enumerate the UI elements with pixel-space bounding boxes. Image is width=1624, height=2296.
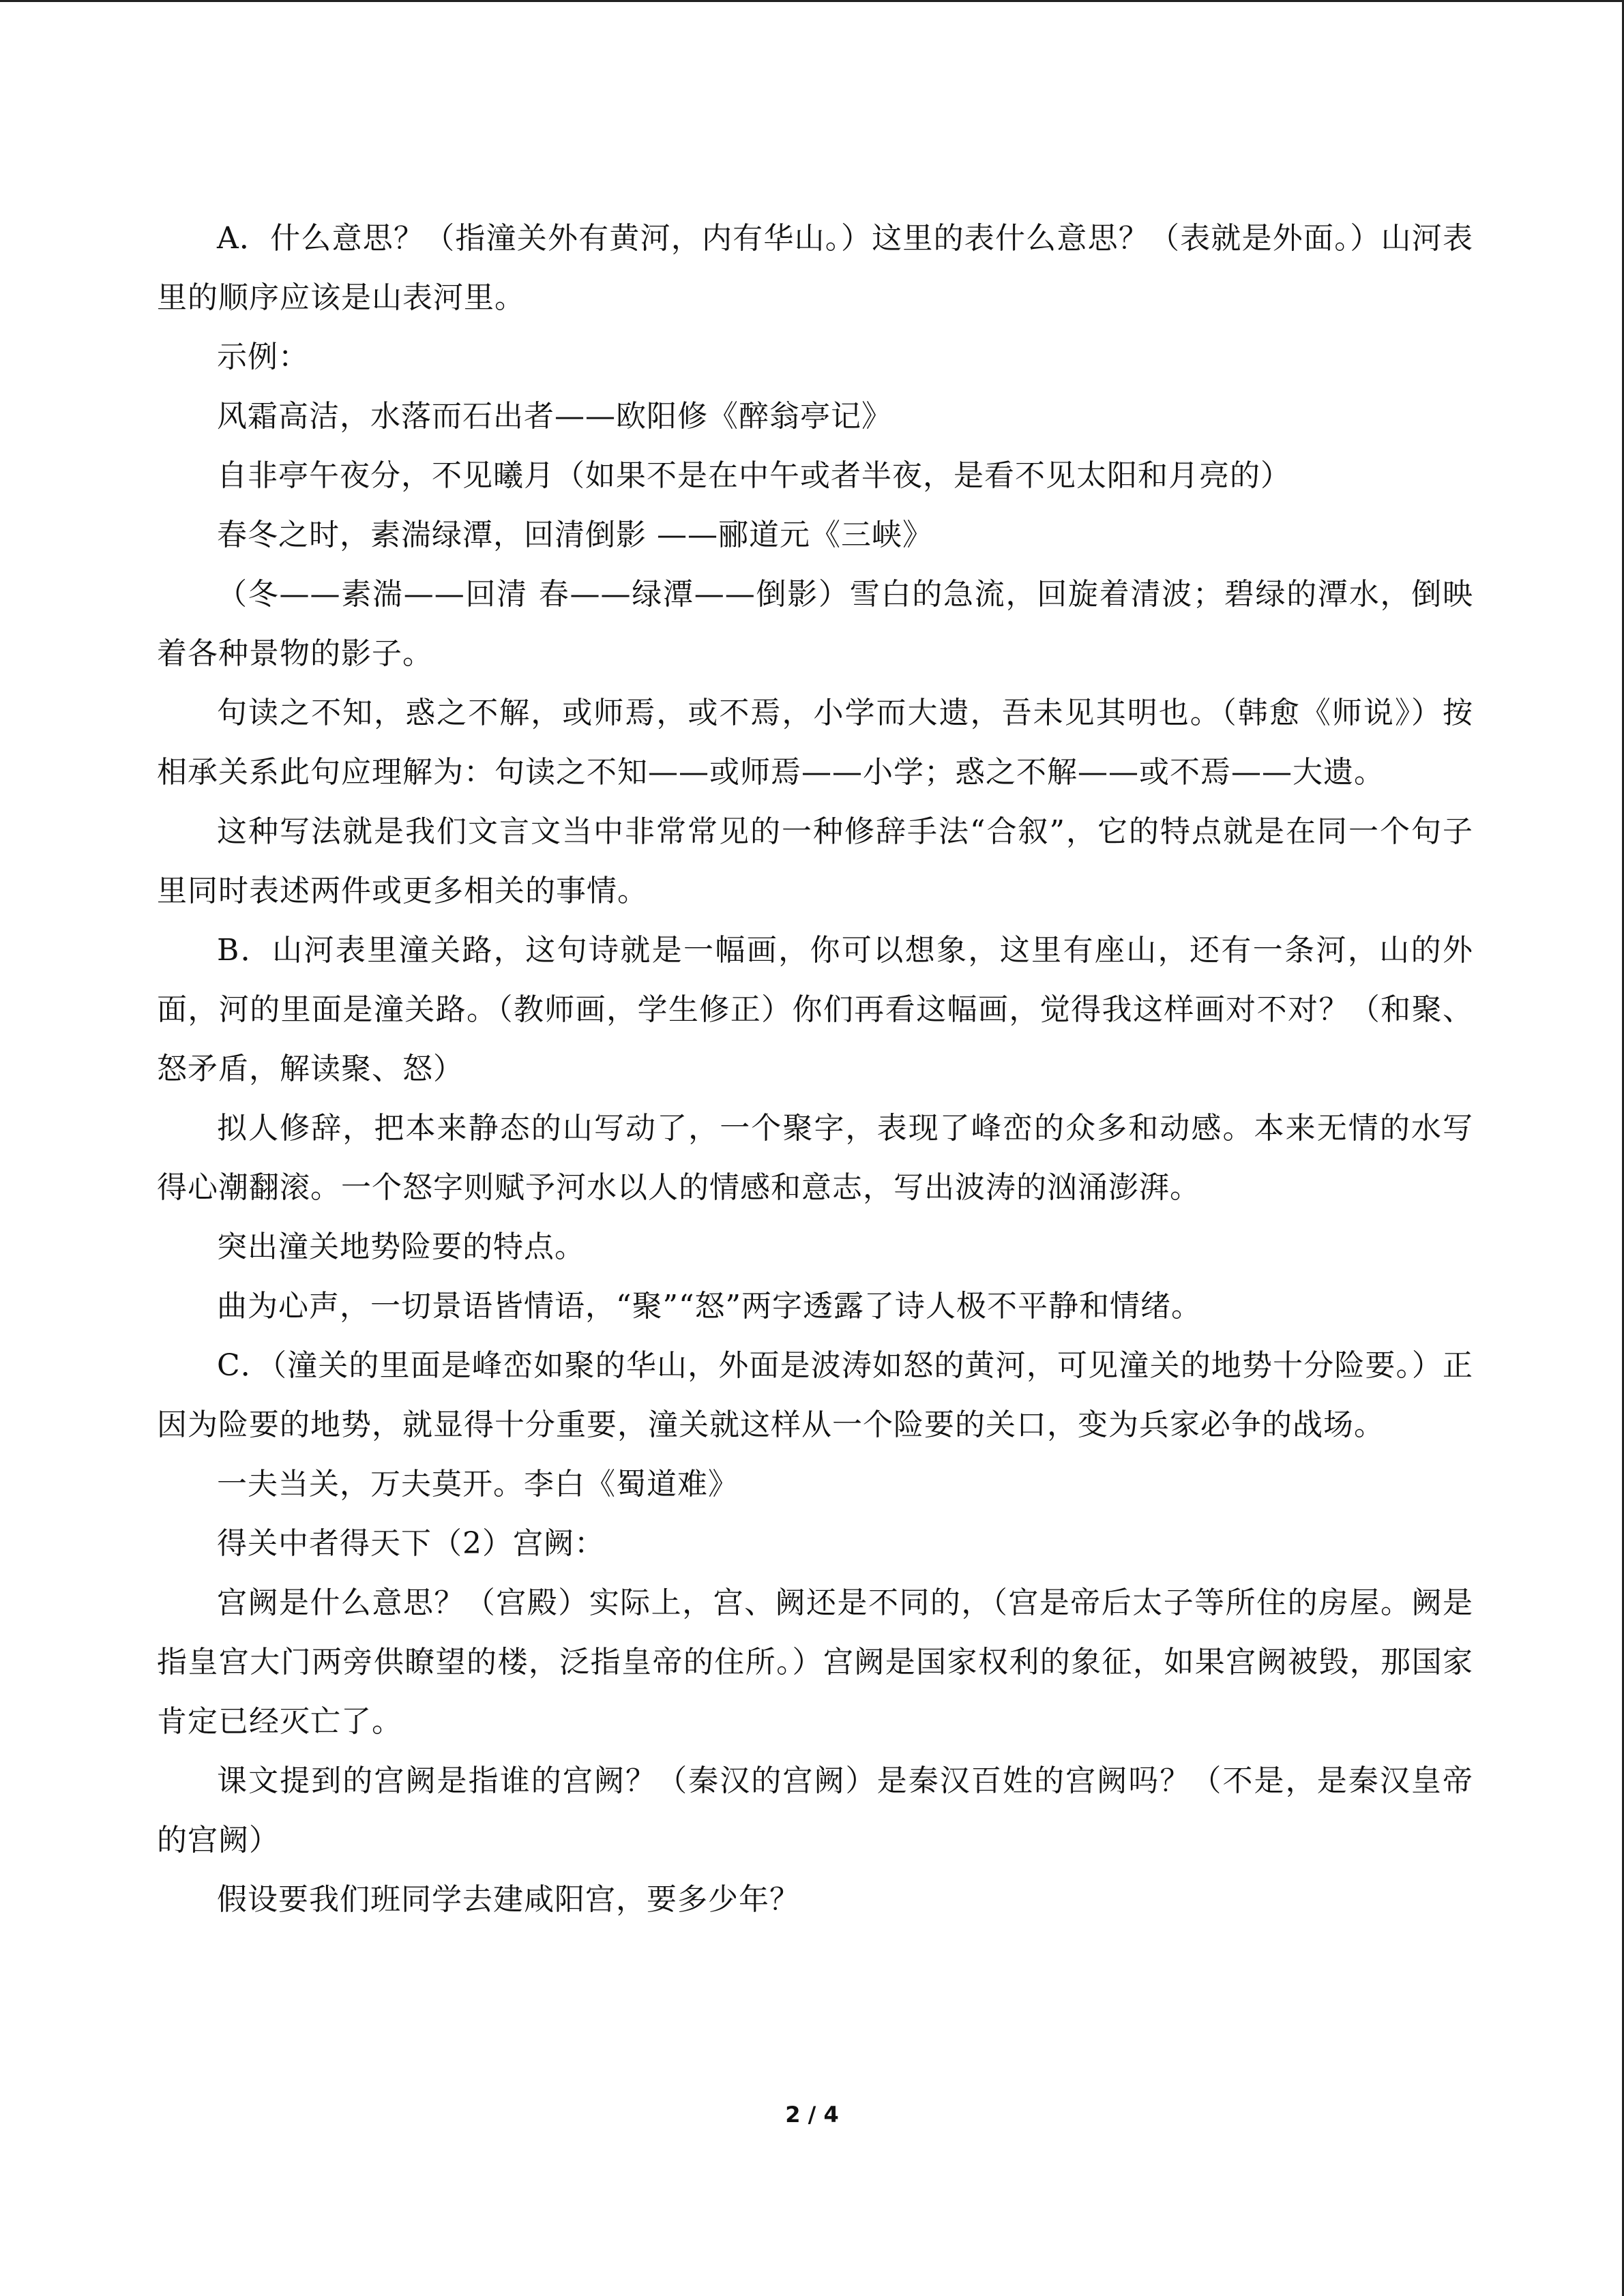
- document-body: [157, 209, 1473, 1929]
- paragraph: A．什么意思？（指潼关外有黄河，内有华山。）这里的表什么意思？（表就是外面。）山河表里的顺序应该是山表河里。: [157, 221, 1473, 315]
- page-border-top: [0, 0, 1624, 2]
- paragraph: 自非亭午夜分，不见曦月（如果不是在中午或者半夜，是看不见太阳和月亮的）: [217, 458, 1291, 493]
- paragraph: （冬——素湍——回清 春——绿潭——倒影）雪白的急流，回旋着清波；碧绿的潭水，倒映着各种景物的影子。: [157, 577, 1473, 671]
- paragraph: 示例：: [217, 340, 309, 374]
- paragraph: C．（潼关的里面是峰峦如聚的华山，外面是波涛如怒的黄河，可见潼关的地势十分险要。）正因为险要的地势，就显得十分重要，潼关就这样从一个险要的关口，变为兵家必争的战场。: [157, 1348, 1473, 1442]
- paragraph: 课文提到的宫阙是指谁的宫阙？（秦汉的宫阙）是秦汉百姓的宫阙吗？（不是，是秦汉皇帝的宫阙）: [157, 1763, 1473, 1858]
- paragraph: 得关中者得天下（2）宫阙：: [217, 1526, 605, 1561]
- paragraph: B．山河表里潼关路，这句诗就是一幅画，你可以想象，这里有座山，还有一条河，山的外面，河的里面是潼关路。（教师画，学生修正）你们再看这幅画，觉得我这样画对不对？（和聚、怒矛盾，解读聚、怒）: [157, 933, 1473, 1086]
- paragraph: 曲为心声，一切景语皆情语，“聚”“怒”两字透露了诗人极不平静和情绪。: [217, 1289, 1202, 1324]
- page-number: 2 / 4: [785, 2102, 839, 2128]
- paragraph: 拟人修辞，把本来静态的山写动了，一个聚字，表现了峰峦的众多和动感。本来无情的水写得心潮翻滚。一个怒字则赋予河水以人的情感和意志，写出波涛的汹涌澎湃。: [157, 1111, 1473, 1205]
- paragraph: 宫阙是什么意思？（宫殿）实际上，宫、阙还是不同的，（宫是帝后太子等所住的房屋。阙是指皇宫大门两旁供瞭望的楼，泛指皇帝的住所。）宫阙是国家权利的象征，如果宫阙被毁，那国家肯定已经灭亡了。: [157, 1585, 1473, 1739]
- paragraph: 假设要我们班同学去建咸阳宫，要多少年？: [217, 1882, 800, 1917]
- paragraph: 这种写法就是我们文言文当中非常常见的一种修辞手法“合叙”，它的特点就是在同一个句子里同时表述两件或更多相关的事情。: [157, 814, 1473, 908]
- paragraph: 句读之不知，惑之不解，或师焉，或不焉，小学而大遗，吾未见其明也。（韩愈《师说》）按相承关系此句应理解为：句读之不知——或师焉——小学；惑之不解——或不焉——大遗。: [157, 696, 1473, 790]
- paragraph: 春冬之时，素湍绿潭，回清倒影 ——郦道元《三峡》: [217, 518, 933, 552]
- paragraph: 突出潼关地势险要的特点。: [217, 1229, 585, 1264]
- paragraph: 一夫当关，万夫莫开。李白《蜀道难》: [217, 1467, 739, 1502]
- paragraph: 风霜高洁，水落而石出者——欧阳修《醉翁亭记》: [217, 399, 892, 434]
